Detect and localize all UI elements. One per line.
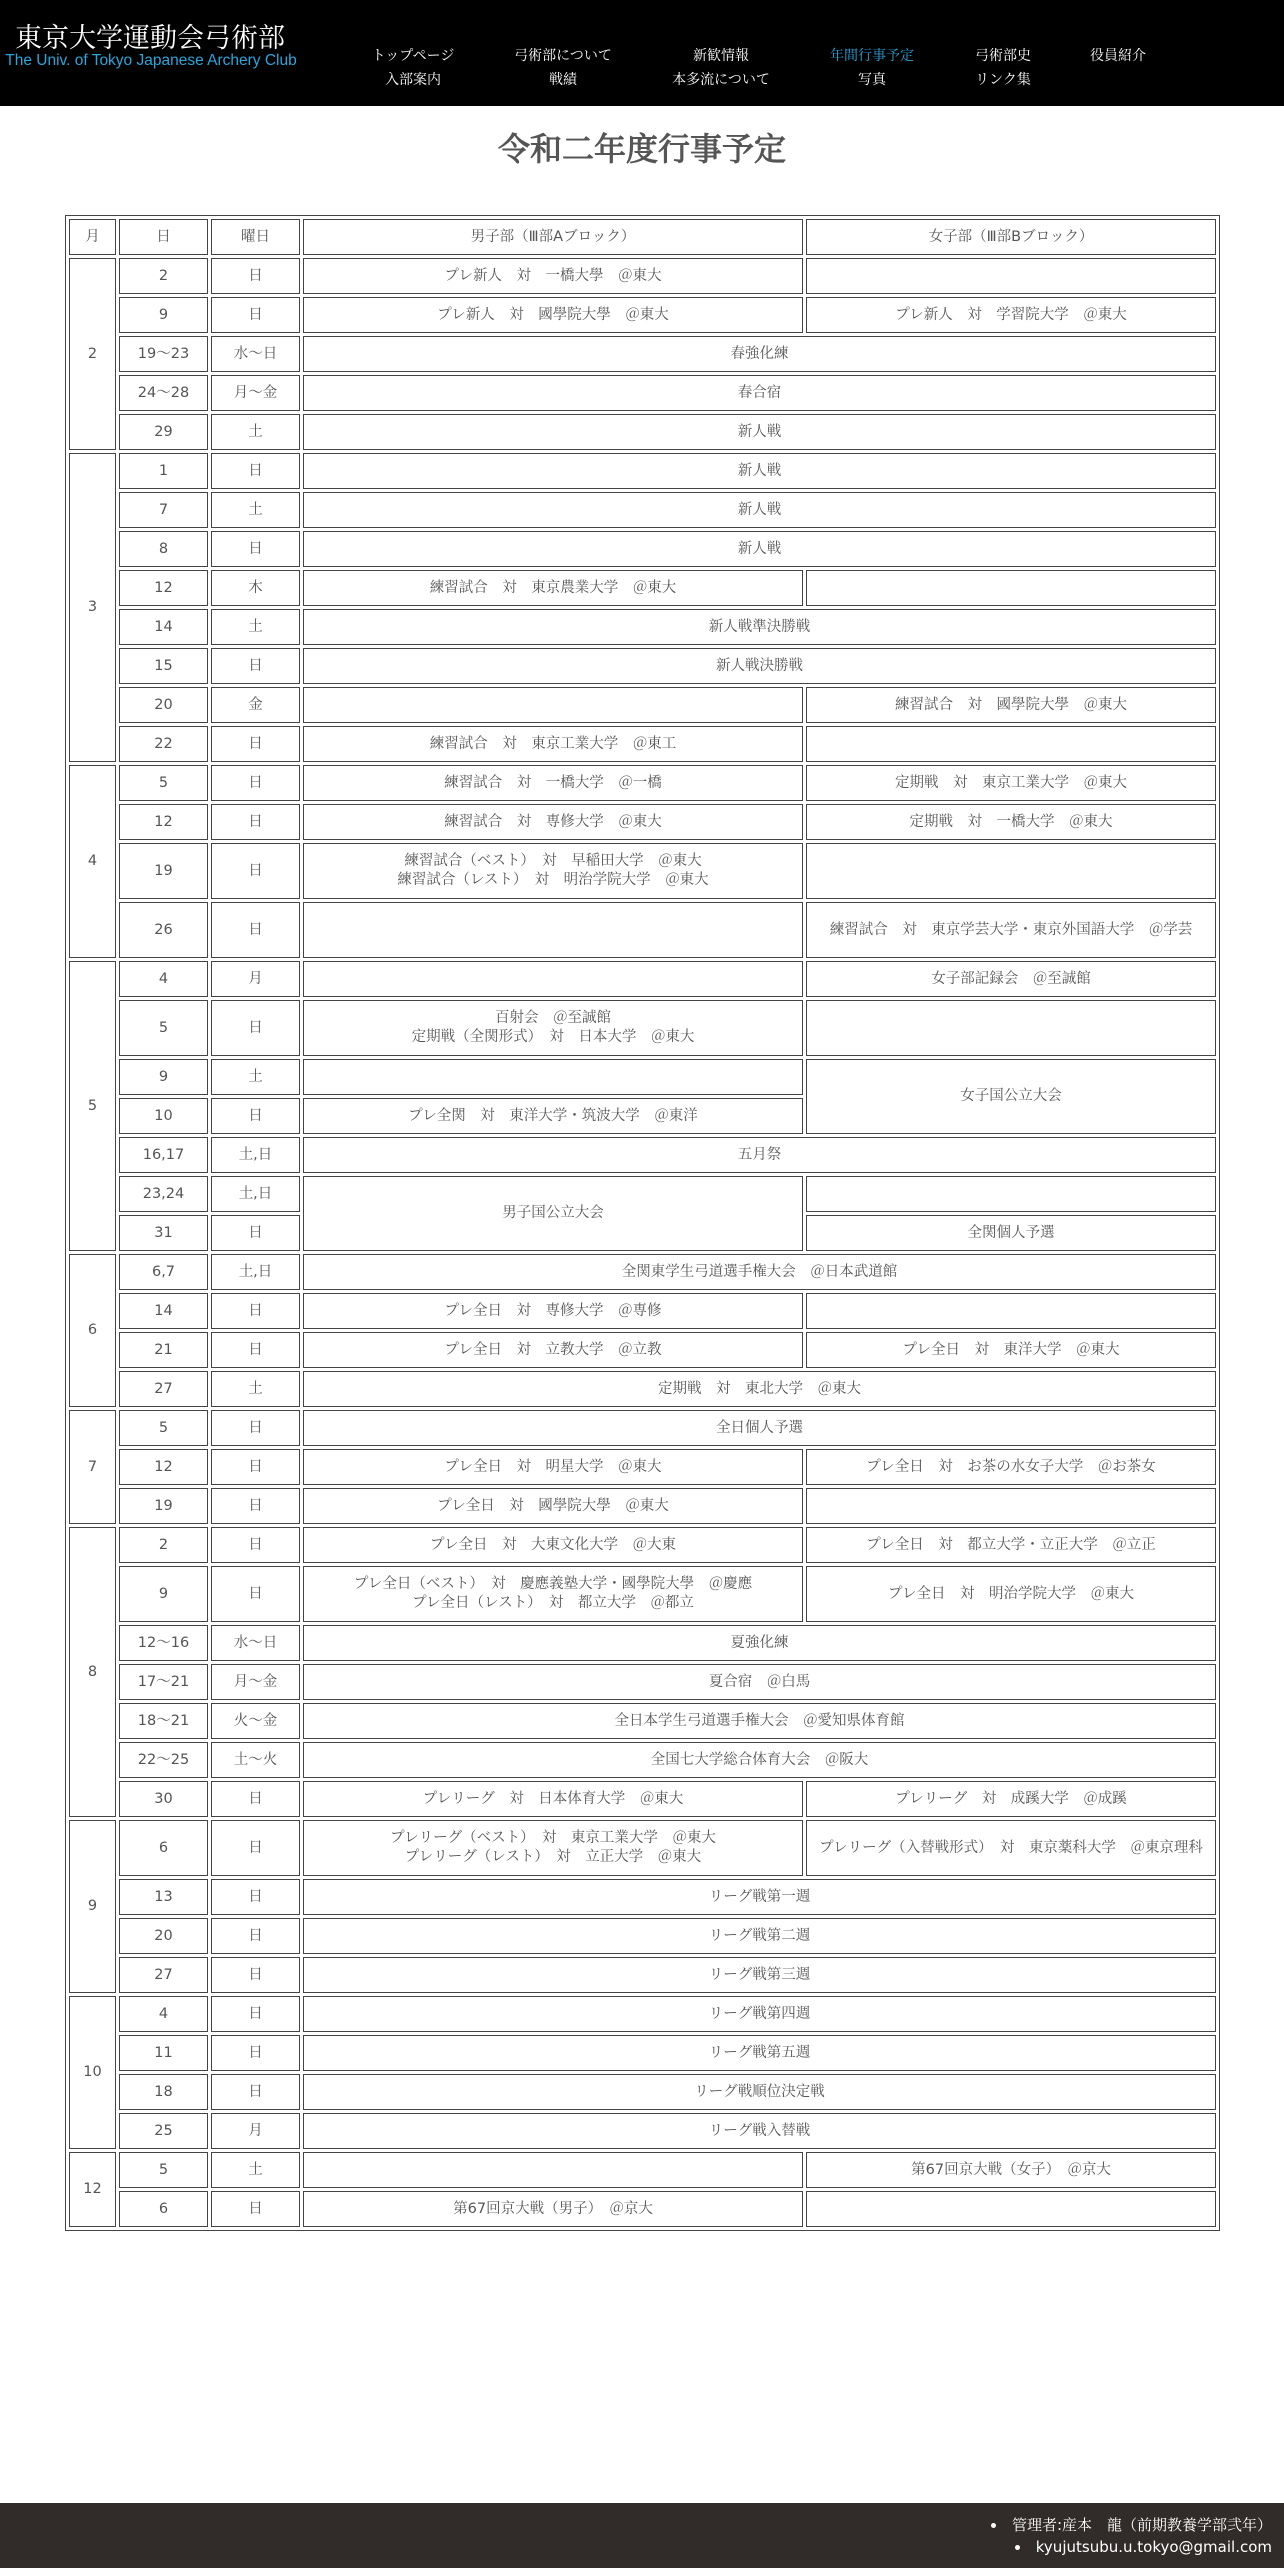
table-cell: プレ全日 対 大東文化大学 ＠大東 — [303, 1527, 803, 1563]
table-row — [69, 1176, 1216, 1212]
table-cell: リーグ戦第五週 — [303, 2035, 1216, 2071]
table-cell: 女子部記録会 ＠至誠館 — [806, 961, 1216, 997]
table-row — [69, 1059, 1216, 1095]
table-row — [69, 2152, 1216, 2188]
month-cell: 12 — [69, 2152, 116, 2227]
month-cell: 2 — [69, 258, 116, 450]
table-cell: 7 — [119, 492, 208, 528]
table-cell: 月 — [211, 961, 300, 997]
table-cell: 9 — [119, 297, 208, 333]
table-cell: 土 — [211, 2152, 300, 2188]
month-cell: 7 — [69, 1410, 116, 1524]
header-weekday: 曜日 — [211, 219, 300, 255]
table-cell: プレ全日 対 明治学院大学 ＠東大 — [806, 1566, 1216, 1622]
table-cell: 31 — [119, 1215, 208, 1251]
table-cell: 5 — [119, 1000, 208, 1056]
table-cell — [806, 843, 1216, 899]
table-cell: プレリーグ 対 成蹊大学 ＠成蹊 — [806, 1781, 1216, 1817]
nav-link[interactable]: 写真 — [858, 72, 886, 88]
table-cell: 夏強化練 — [303, 1625, 1216, 1661]
site-title[interactable]: 東京大学運動会弓術部 — [15, 23, 285, 54]
table-row — [69, 961, 1216, 997]
table-cell: プレ全日 対 立教大学 ＠立教 — [303, 1332, 803, 1368]
table-cell: 練習試合 対 東京学芸大学・東京外国語大学 ＠学芸 — [806, 902, 1216, 958]
table-row — [69, 609, 1216, 645]
table-cell: 6,7 — [119, 1254, 208, 1290]
table-cell: 日 — [211, 1957, 300, 1993]
table-cell: 日 — [211, 726, 300, 762]
table-cell — [806, 1176, 1216, 1212]
table-cell: 春強化練 — [303, 336, 1216, 372]
month-cell: 4 — [69, 765, 116, 958]
table-cell: 2 — [119, 258, 208, 294]
month-cell: 9 — [69, 1820, 116, 1993]
table-cell: 14 — [119, 1293, 208, 1329]
table-row — [69, 1879, 1216, 1915]
table-cell: 12 — [119, 1449, 208, 1485]
table-cell: 練習試合 対 専修大学 ＠東大 — [303, 804, 803, 840]
table-cell: 日 — [211, 258, 300, 294]
nav-link[interactable]: トップページ — [371, 48, 455, 64]
header-women: 女子部（Ⅲ部Bブロック） — [806, 219, 1216, 255]
header-day: 日 — [119, 219, 208, 255]
table-cell: 月～金 — [211, 1664, 300, 1700]
table-cell: プレ新人 対 一橋大學 ＠東大 — [303, 258, 803, 294]
footer-email[interactable]: • kyujutsubu.u.tokyo@gmail.com — [991, 2536, 1272, 2558]
table-cell: 五月祭 — [303, 1137, 1216, 1173]
table-cell: プレ全日 対 専修大学 ＠専修 — [303, 1293, 803, 1329]
table-row — [69, 1996, 1216, 2032]
table-cell: リーグ戦第四週 — [303, 1996, 1216, 2032]
table-cell: 土,日 — [211, 1137, 300, 1173]
nav-link[interactable]: リンク集 — [975, 72, 1031, 88]
table-cell: 土〜火 — [211, 1742, 300, 1778]
table-cell: 14 — [119, 609, 208, 645]
table-cell: 男子国公立大会 — [303, 1176, 803, 1251]
table-row — [69, 1781, 1216, 1817]
table-row — [69, 1527, 1216, 1563]
table-cell: プレリーグ（ベスト） 対 東京工業大学 ＠東大 プレリーグ（レスト） 対 立正大学 ＠東大 — [303, 1820, 803, 1876]
table-cell — [303, 1059, 803, 1095]
table-row — [69, 375, 1216, 411]
footer-admin: • 管理者:産本 龍（前期教養学部弐年） — [991, 2514, 1272, 2536]
table-cell: 日 — [211, 2191, 300, 2227]
table-row — [69, 687, 1216, 723]
table-row — [69, 1625, 1216, 1661]
table-cell: 日 — [211, 297, 300, 333]
table-cell: 新人戦 — [303, 453, 1216, 489]
table-row — [69, 648, 1216, 684]
table-cell: 日 — [211, 1449, 300, 1485]
table-cell: 日 — [211, 648, 300, 684]
table-row — [69, 1488, 1216, 1524]
table-cell: 24～28 — [119, 375, 208, 411]
table-cell: 新人戦準決勝戦 — [303, 609, 1216, 645]
table-cell: 日 — [211, 1293, 300, 1329]
table-cell: 1 — [119, 453, 208, 489]
table-row — [69, 414, 1216, 450]
table-cell: 日 — [211, 1918, 300, 1954]
table-cell: 新人戦決勝戦 — [303, 648, 1216, 684]
table-cell: 春合宿 — [303, 375, 1216, 411]
table-cell: 練習試合（ベスト） 対 早稲田大学 ＠東大 練習試合（レスト） 対 明治学院大学 ＠東大 — [303, 843, 803, 899]
table-row — [69, 765, 1216, 801]
table-cell: プレ全関 対 東洋大学・筑波大学 ＠東洋 — [303, 1098, 803, 1134]
table-cell: 日 — [211, 1566, 300, 1622]
table-row — [69, 2191, 1216, 2227]
table-row — [69, 258, 1216, 294]
site-subtitle: The Univ. of Tokyo Japanese Archery Club — [5, 52, 297, 69]
schedule-table — [65, 215, 1220, 2231]
table-cell: 全日個人予選 — [303, 1410, 1216, 1446]
table-cell — [303, 2152, 803, 2188]
header-men: 男子部（Ⅲ部Aブロック） — [303, 219, 803, 255]
table-cell: プレ全日 対 都立大学・立正大学 ＠立正 — [806, 1527, 1216, 1563]
table-row — [69, 531, 1216, 567]
nav-link[interactable]: 戦績 — [549, 72, 577, 88]
table-row — [69, 843, 1216, 899]
table-row — [69, 1449, 1216, 1485]
table-cell: 月～金 — [211, 375, 300, 411]
table-cell: 29 — [119, 414, 208, 450]
page-title: 令和二年度行事予定 — [497, 130, 786, 168]
table-row — [69, 1918, 1216, 1954]
table-cell: 27 — [119, 1371, 208, 1407]
table-cell: 5 — [119, 765, 208, 801]
table-cell — [806, 1488, 1216, 1524]
table-cell: リーグ戦第一週 — [303, 1879, 1216, 1915]
table-cell: プレリーグ 対 日本体育大学 ＠東大 — [303, 1781, 803, 1817]
nav-link[interactable]: 弓術部史 — [975, 48, 1031, 64]
table-cell: 日 — [211, 1488, 300, 1524]
table-cell: 日 — [211, 902, 300, 958]
table-cell: リーグ戦入替戦 — [303, 2113, 1216, 2149]
header-month: 月 — [69, 219, 116, 255]
table-row — [69, 453, 1216, 489]
table-cell: 土 — [211, 609, 300, 645]
table-cell: 日 — [211, 804, 300, 840]
table-row — [69, 1410, 1216, 1446]
table-cell: 日 — [211, 1527, 300, 1563]
table-cell: 新人戦 — [303, 531, 1216, 567]
table-cell: 火〜金 — [211, 1703, 300, 1739]
table-cell: 土 — [211, 414, 300, 450]
table-cell: プレ全日（ベスト） 対 慶應義塾大学・國學院大學 ＠慶應 プレ全日（レスト） 対 都立大学 ＠都立 — [303, 1566, 803, 1622]
table-cell: 日 — [211, 1410, 300, 1446]
table-cell: 水～日 — [211, 336, 300, 372]
table-cell: 19〜23 — [119, 336, 208, 372]
table-cell: 22〜25 — [119, 1742, 208, 1778]
table-cell: 第67回京大戦（女子） ＠京大 — [806, 2152, 1216, 2188]
table-cell: 19 — [119, 1488, 208, 1524]
table-cell: 土 — [211, 1059, 300, 1095]
table-cell: プレ新人 対 学習院大学 ＠東大 — [806, 297, 1216, 333]
table-cell: 15 — [119, 648, 208, 684]
table-cell: 日 — [211, 453, 300, 489]
table-cell: 日 — [211, 1820, 300, 1876]
nav-link[interactable]: 年間行事予定 — [830, 48, 914, 64]
table-cell: 日 — [211, 843, 300, 899]
table-cell — [806, 726, 1216, 762]
table-cell — [806, 1293, 1216, 1329]
table-cell: 全関個人予選 — [806, 1215, 1216, 1251]
table-cell: プレ全日 対 お茶の水女子大学 ＠お茶女 — [806, 1449, 1216, 1485]
table-cell: 第67回京大戦（男子） ＠京大 — [303, 2191, 803, 2227]
month-cell: 10 — [69, 1996, 116, 2149]
table-cell: 23,24 — [119, 1176, 208, 1212]
table-cell: 夏合宿 ＠白馬 — [303, 1664, 1216, 1700]
table-cell: 女子国公立大会 — [806, 1059, 1216, 1134]
site-footer — [0, 2503, 1284, 2568]
month-cell: 3 — [69, 453, 116, 762]
table-cell: 日 — [211, 1781, 300, 1817]
nav-link[interactable]: 弓術部について — [514, 48, 612, 64]
table-row — [69, 336, 1216, 372]
table-row — [69, 2074, 1216, 2110]
table-cell: 全国七大学総合体育大会 ＠阪大 — [303, 1742, 1216, 1778]
table-row — [69, 1820, 1216, 1876]
table-cell: プレ全日 対 明星大学 ＠東大 — [303, 1449, 803, 1485]
month-cell: 5 — [69, 961, 116, 1251]
table-cell — [806, 570, 1216, 606]
table-row — [69, 1566, 1216, 1622]
table-cell: 百射会 ＠至誠館 定期戦（全関形式） 対 日本大学 ＠東大 — [303, 1000, 803, 1056]
table-cell: リーグ戦第二週 — [303, 1918, 1216, 1954]
table-cell: 練習試合 対 東京工業大学 ＠東工 — [303, 726, 803, 762]
table-cell: 27 — [119, 1957, 208, 1993]
table-cell: 25 — [119, 2113, 208, 2149]
nav-link[interactable]: 入部案内 — [385, 72, 441, 88]
table-cell: 12 — [119, 804, 208, 840]
table-cell: 5 — [119, 2152, 208, 2188]
table-cell: リーグ戦順位決定戦 — [303, 2074, 1216, 2110]
table-cell: 練習試合 対 國學院大學 ＠東大 — [806, 687, 1216, 723]
table-row — [69, 1000, 1216, 1056]
table-cell: 30 — [119, 1781, 208, 1817]
table-cell: 8 — [119, 531, 208, 567]
table-row — [69, 1957, 1216, 1993]
table-cell: 土,日 — [211, 1176, 300, 1212]
nav-link[interactable]: 役員紹介 — [1090, 48, 1146, 64]
table-row — [69, 1742, 1216, 1778]
table-cell — [303, 902, 803, 958]
table-cell: プレリーグ（入替戦形式） 対 東京薬科大学 ＠東京理科 — [806, 1820, 1216, 1876]
table-row — [69, 1332, 1216, 1368]
table-cell: 21 — [119, 1332, 208, 1368]
table-cell: 4 — [119, 1996, 208, 2032]
table-cell: 17～21 — [119, 1664, 208, 1700]
table-cell: 日 — [211, 1879, 300, 1915]
table-cell: 日 — [211, 2074, 300, 2110]
table-cell — [806, 258, 1216, 294]
table-cell — [806, 1000, 1216, 1056]
site-header — [0, 0, 1284, 106]
table-row — [69, 804, 1216, 840]
table-row — [69, 726, 1216, 762]
table-cell: プレ全日 対 國學院大學 ＠東大 — [303, 1488, 803, 1524]
table-cell: 18 — [119, 2074, 208, 2110]
table-cell: 木 — [211, 570, 300, 606]
table-row — [69, 1293, 1216, 1329]
table-cell: 12～16 — [119, 1625, 208, 1661]
footer-contact-list — [991, 2514, 1272, 2558]
table-cell: 6 — [119, 2191, 208, 2227]
table-cell: 日 — [211, 1098, 300, 1134]
table-cell: 5 — [119, 1410, 208, 1446]
table-row — [69, 1664, 1216, 1700]
table-cell: 12 — [119, 570, 208, 606]
table-cell: 日 — [211, 1996, 300, 2032]
table-cell: 19 — [119, 843, 208, 899]
table-cell — [303, 687, 803, 723]
table-cell: 22 — [119, 726, 208, 762]
table-cell: 全日本学生弓道選手権大会 ＠愛知県体育館 — [303, 1703, 1216, 1739]
nav-link[interactable]: 本多流について — [672, 72, 770, 88]
table-cell: 13 — [119, 1879, 208, 1915]
table-cell: 20 — [119, 687, 208, 723]
table-row — [69, 1371, 1216, 1407]
table-cell: 日 — [211, 1000, 300, 1056]
table-row — [69, 902, 1216, 958]
table-cell: 日 — [211, 765, 300, 801]
table-cell: 16,17 — [119, 1137, 208, 1173]
table-cell: 9 — [119, 1059, 208, 1095]
table-cell: プレ新人 対 國學院大學 ＠東大 — [303, 297, 803, 333]
table-cell: 水～日 — [211, 1625, 300, 1661]
table-cell: 26 — [119, 902, 208, 958]
table-cell: 20 — [119, 1918, 208, 1954]
table-cell: 6 — [119, 1820, 208, 1876]
table-row — [69, 297, 1216, 333]
table-cell: 月 — [211, 2113, 300, 2149]
table-cell: 土 — [211, 492, 300, 528]
month-cell: 8 — [69, 1527, 116, 1817]
table-cell: 練習試合 対 一橋大学 ＠一橋 — [303, 765, 803, 801]
table-row — [69, 1137, 1216, 1173]
table-row — [69, 570, 1216, 606]
table-cell: 4 — [119, 961, 208, 997]
table-cell: 日 — [211, 1215, 300, 1251]
table-row — [69, 1254, 1216, 1290]
table-cell: 土 — [211, 1371, 300, 1407]
table-cell: 新人戦 — [303, 414, 1216, 450]
table-cell: 9 — [119, 1566, 208, 1622]
table-cell: 11 — [119, 2035, 208, 2071]
table-cell — [806, 2191, 1216, 2227]
table-cell: リーグ戦第三週 — [303, 1957, 1216, 1993]
table-cell: 定期戦 対 東京工業大学 ＠東大 — [806, 765, 1216, 801]
table-row — [69, 2113, 1216, 2149]
table-cell: 定期戦 対 一橋大学 ＠東大 — [806, 804, 1216, 840]
table-cell: 日 — [211, 1332, 300, 1368]
table-cell: 2 — [119, 1527, 208, 1563]
table-cell: 日 — [211, 2035, 300, 2071]
table-cell: 金 — [211, 687, 300, 723]
table-cell: 定期戦 対 東北大学 ＠東大 — [303, 1371, 1216, 1407]
table-cell: 日 — [211, 531, 300, 567]
table-cell: 練習試合 対 東京農業大学 ＠東大 — [303, 570, 803, 606]
table-cell: 10 — [119, 1098, 208, 1134]
table-cell: 18〜21 — [119, 1703, 208, 1739]
nav-link[interactable]: 新歓情報 — [693, 48, 749, 64]
month-cell: 6 — [69, 1254, 116, 1407]
table-header-row — [69, 219, 1216, 255]
table-cell: プレ全日 対 東洋大学 ＠東大 — [806, 1332, 1216, 1368]
table-row — [69, 2035, 1216, 2071]
table-row — [69, 492, 1216, 528]
table-cell: 新人戦 — [303, 492, 1216, 528]
table-row — [69, 1703, 1216, 1739]
table-cell — [303, 961, 803, 997]
table-cell: 全関東学生弓道選手権大会 ＠日本武道館 — [303, 1254, 1216, 1290]
table-cell: 土,日 — [211, 1254, 300, 1290]
